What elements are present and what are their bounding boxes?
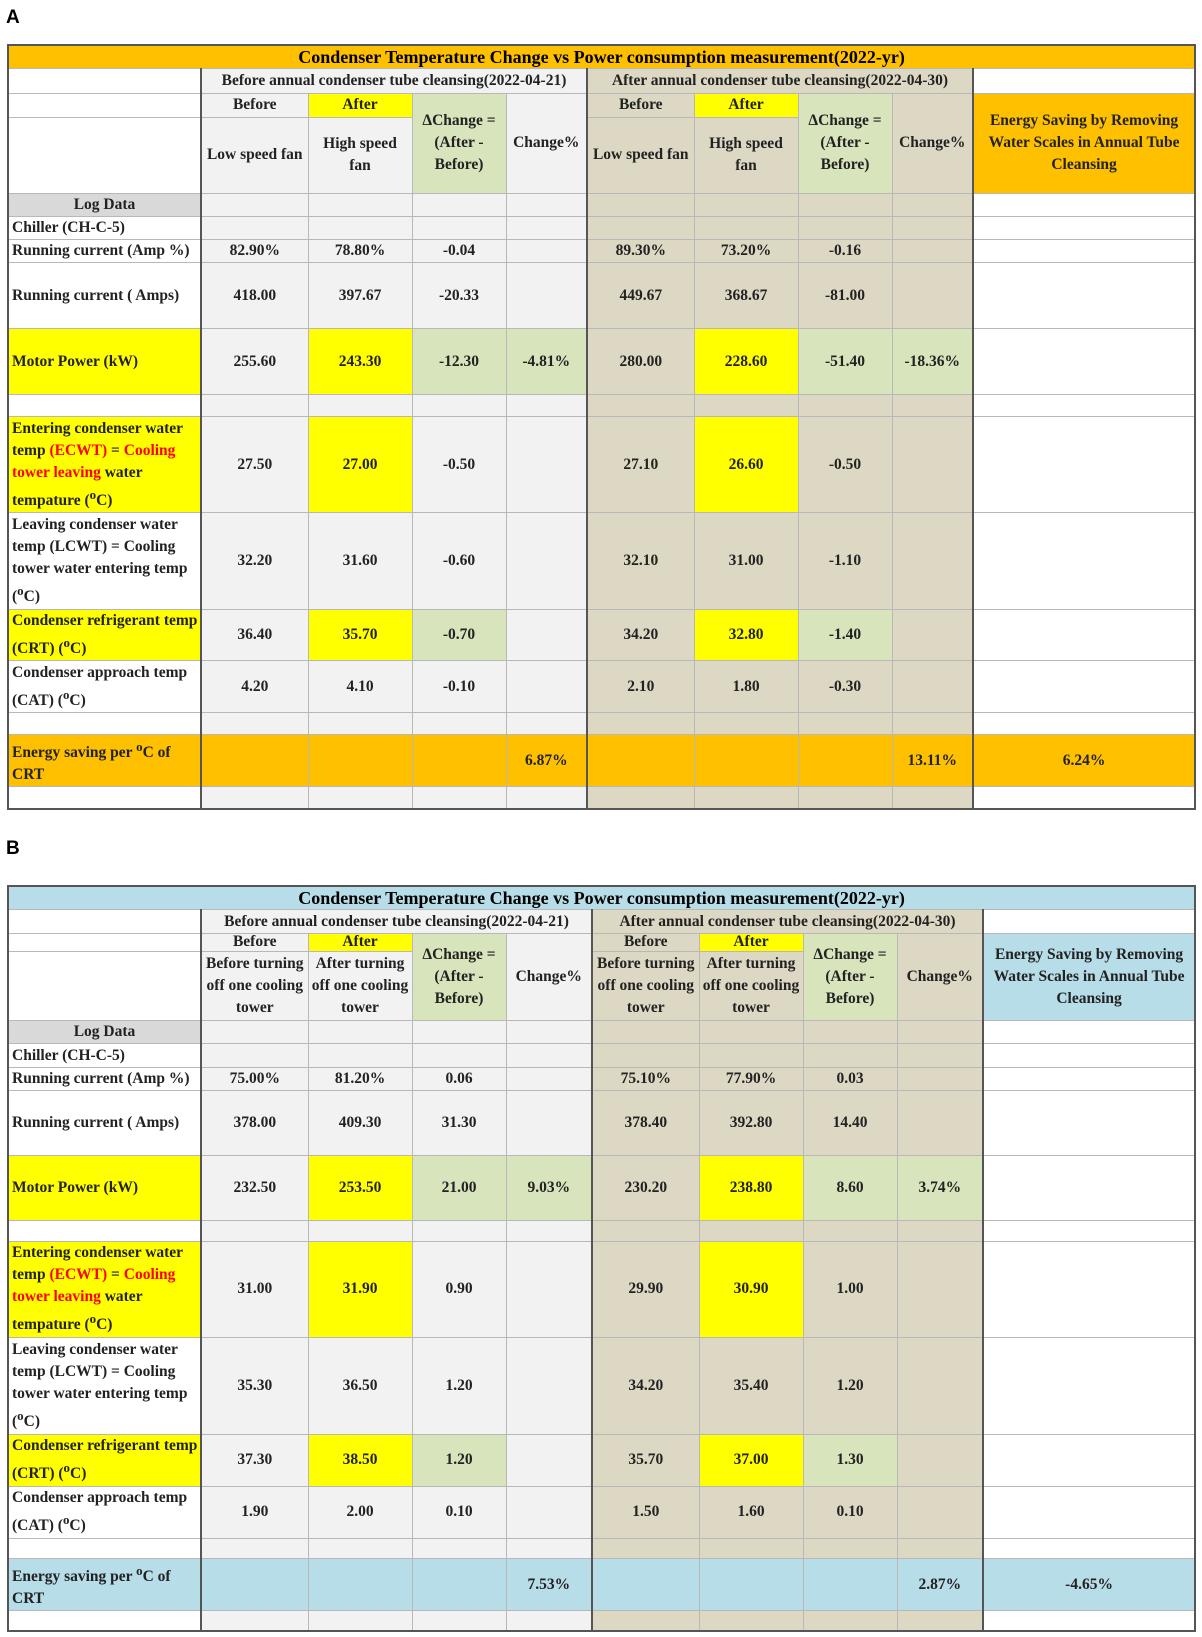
cell-value: 27.50 xyxy=(201,417,308,513)
cell-value: 1.30 xyxy=(803,1434,897,1486)
row-label-saving: Energy saving per $^o$C of CRT xyxy=(8,735,201,787)
cell-value: 230.20 xyxy=(592,1156,699,1221)
empty-cell xyxy=(8,910,201,933)
cell-value: 29.90 xyxy=(592,1241,699,1338)
cell-value: 1.60 xyxy=(699,1486,803,1538)
chiller-label: Chiller (CH-C-5) xyxy=(8,216,201,239)
cell-value: 2.87% xyxy=(897,1559,983,1611)
cell-value: 32.80 xyxy=(694,609,798,661)
cell-value: 35.70 xyxy=(592,1434,699,1486)
cell-value: 36.40 xyxy=(201,609,308,661)
cell-value: 82.90% xyxy=(201,240,308,263)
cell-value: -4.81% xyxy=(506,329,587,395)
row-label-ecwt: Entering condenser water temp (ECWT) = Cooling tower leaving water tempature ($^o$C) xyxy=(8,1241,201,1338)
table-panel-a xyxy=(7,44,1196,810)
cell-value: -1.40 xyxy=(798,609,892,661)
change-pct-header: Change% xyxy=(506,933,592,1020)
cell-value: 253.50 xyxy=(308,1156,412,1221)
cell-value: 368.67 xyxy=(694,263,798,329)
condition-after: After turning off one cooling tower xyxy=(308,952,412,1021)
cell-value: 1.20 xyxy=(412,1434,506,1486)
cell-value: 37.00 xyxy=(699,1434,803,1486)
after-group-header: After annual condenser tube cleansing(2022-04-30) xyxy=(587,69,973,93)
cell-value: 228.60 xyxy=(694,329,798,395)
cell-value: 31.00 xyxy=(694,513,798,609)
row-label-crt: Condenser refrigerant temp (CRT) ($^o$C) xyxy=(8,609,201,661)
cell-value: 418.00 xyxy=(201,263,308,329)
cell-value: 26.60 xyxy=(694,417,798,513)
cell-value: 32.10 xyxy=(587,513,694,609)
empty-cell xyxy=(8,93,201,117)
row-label-saving: Energy saving per $^o$C of CRT xyxy=(8,1559,201,1611)
empty-cell xyxy=(8,952,201,1021)
cell-value: 13.11% xyxy=(892,735,973,787)
cell-value: 2.00 xyxy=(308,1486,412,1538)
cell-value: 32.20 xyxy=(201,513,308,609)
delta-header: ΔChange = (After - Before) xyxy=(412,933,506,1020)
condition-before: Before turning off one cooling tower xyxy=(592,952,699,1021)
cell-value: 36.50 xyxy=(308,1338,412,1435)
cell-value: 14.40 xyxy=(803,1091,897,1156)
sub-before-header: Before xyxy=(201,933,308,951)
cell-value: -0.70 xyxy=(412,609,506,661)
log-data-label: Log Data xyxy=(8,1021,201,1044)
before-group-header: Before annual condenser tube cleansing(2022-04-21) xyxy=(201,69,587,93)
cell-value: 3.74% xyxy=(897,1156,983,1221)
empty-cell xyxy=(983,910,1195,933)
change-pct-header: Change% xyxy=(897,933,983,1020)
cell-value: 397.67 xyxy=(308,263,412,329)
cell-value: 9.03% xyxy=(506,1156,592,1221)
cell-value: -51.40 xyxy=(798,329,892,395)
cell-value: 0.90 xyxy=(412,1241,506,1338)
cell-value: 449.67 xyxy=(587,263,694,329)
cell-value: 378.40 xyxy=(592,1091,699,1156)
delta-header: ΔChange = (After - Before) xyxy=(412,93,506,193)
cell-value: 21.00 xyxy=(412,1156,506,1221)
cell-value: 77.90% xyxy=(699,1067,803,1090)
cell-value: 255.60 xyxy=(201,329,308,395)
change-pct-header: Change% xyxy=(506,93,587,193)
empty-cell xyxy=(8,933,201,951)
cell-value: 30.90 xyxy=(699,1241,803,1338)
table-panel-b xyxy=(7,885,1196,1632)
cell-value: 27.00 xyxy=(308,417,412,513)
cell-value: 31.30 xyxy=(412,1091,506,1156)
cell-value: 73.20% xyxy=(694,240,798,263)
condition-after: High speed fan xyxy=(694,117,798,193)
cell-value: 38.50 xyxy=(308,1434,412,1486)
condition-before: Low speed fan xyxy=(587,117,694,193)
cell-value: -0.04 xyxy=(412,240,506,263)
row-label-lcwt: Leaving condenser water temp (LCWT) = Cooling tower water entering temp ($^o$C) xyxy=(8,513,201,609)
cell-value: -0.30 xyxy=(798,661,892,713)
cell-value: 35.70 xyxy=(308,609,412,661)
energy-saving-header: Energy Saving by Removing Water Scales in Annual Tube Cleansing xyxy=(973,93,1195,193)
sub-before-header: Before xyxy=(201,93,308,117)
condition-after: High speed fan xyxy=(308,117,412,193)
cell-value: 31.60 xyxy=(308,513,412,609)
cell-value: 0.10 xyxy=(803,1486,897,1538)
row-label: Motor Power (kW) xyxy=(8,1156,201,1221)
chiller-label: Chiller (CH-C-5) xyxy=(8,1044,201,1067)
energy-saving-header: Energy Saving by Removing Water Scales in Annual Tube Cleansing xyxy=(983,933,1195,1020)
delta-header: ΔChange = (After - Before) xyxy=(798,93,892,193)
cell-value: 35.30 xyxy=(201,1338,308,1435)
cell-value: 4.20 xyxy=(201,661,308,713)
row-label-ecwt: Entering condenser water temp (ECWT) = Cooling tower leaving water tempature ($^o$C) xyxy=(8,417,201,513)
change-pct-header: Change% xyxy=(892,93,973,193)
cell-value: 1.50 xyxy=(592,1486,699,1538)
cell-value: -81.00 xyxy=(798,263,892,329)
sub-before-header: Before xyxy=(592,933,699,951)
cell-value: -4.65% xyxy=(983,1559,1195,1611)
cell-value: 81.20% xyxy=(308,1067,412,1090)
condition-before: Low speed fan xyxy=(201,117,308,193)
before-group-header: Before annual condenser tube cleansing(2022-04-21) xyxy=(201,910,592,933)
cell-value: 35.40 xyxy=(699,1338,803,1435)
sub-after-header: After xyxy=(308,93,412,117)
cell-value: 238.80 xyxy=(699,1156,803,1221)
cell-value: -0.50 xyxy=(412,417,506,513)
cell-value: 31.90 xyxy=(308,1241,412,1338)
cell-value: -18.36% xyxy=(892,329,973,395)
cell-value: 0.06 xyxy=(412,1067,506,1090)
row-label: Motor Power (kW) xyxy=(8,329,201,395)
sub-after-header: After xyxy=(699,933,803,951)
table-title: Condenser Temperature Change vs Power consumption measurement(2022-yr) xyxy=(8,45,1195,69)
cell-value: 2.10 xyxy=(587,661,694,713)
cell-value: 1.80 xyxy=(694,661,798,713)
cell-value: 1.20 xyxy=(803,1338,897,1435)
cell-value: -0.50 xyxy=(798,417,892,513)
cell-value: -1.10 xyxy=(798,513,892,609)
row-label: Running current (Amp %) xyxy=(8,1067,201,1090)
cell-value: 6.24% xyxy=(973,735,1195,787)
sub-after-header: After xyxy=(694,93,798,117)
cell-value: 243.30 xyxy=(308,329,412,395)
row-label: Running current ( Amps) xyxy=(8,1091,201,1156)
cell-value: 0.10 xyxy=(412,1486,506,1538)
cell-value: 8.60 xyxy=(803,1156,897,1221)
panel-label-b: B xyxy=(6,838,20,859)
cell-value: 1.20 xyxy=(412,1338,506,1435)
log-data-label: Log Data xyxy=(8,193,201,216)
cell-value: 1.90 xyxy=(201,1486,308,1538)
cell-value: 78.80% xyxy=(308,240,412,263)
cell-value: -20.33 xyxy=(412,263,506,329)
sub-after-header: After xyxy=(308,933,412,951)
empty-cell xyxy=(8,117,201,193)
cell-value: 409.30 xyxy=(308,1091,412,1156)
cell-value: 378.00 xyxy=(201,1091,308,1156)
row-label-lcwt: Leaving condenser water temp (LCWT) = Cooling tower water entering temp ($^o$C) xyxy=(8,1338,201,1435)
row-label: Running current ( Amps) xyxy=(8,263,201,329)
cell-value: 34.20 xyxy=(592,1338,699,1435)
cell-value: 34.20 xyxy=(587,609,694,661)
cell-value: -0.16 xyxy=(798,240,892,263)
delta-header: ΔChange = (After - Before) xyxy=(803,933,897,1020)
cell-value: 232.50 xyxy=(201,1156,308,1221)
cell-value: 89.30% xyxy=(587,240,694,263)
cell-value: 31.00 xyxy=(201,1241,308,1338)
row-label-cat: Condenser approach temp (CAT) ($^o$C) xyxy=(8,661,201,713)
cell-value: 37.30 xyxy=(201,1434,308,1486)
cell-value: 6.87% xyxy=(506,735,587,787)
after-group-header: After annual condenser tube cleansing(2022-04-30) xyxy=(592,910,983,933)
row-label: Running current (Amp %) xyxy=(8,240,201,263)
cell-value: -0.60 xyxy=(412,513,506,609)
cell-value: 392.80 xyxy=(699,1091,803,1156)
cell-value: 0.03 xyxy=(803,1067,897,1090)
cell-value: -0.10 xyxy=(412,661,506,713)
cell-value: 75.10% xyxy=(592,1067,699,1090)
row-label-cat: Condenser approach temp (CAT) ($^o$C) xyxy=(8,1486,201,1538)
condition-before: Before turning off one cooling tower xyxy=(201,952,308,1021)
row-label-crt: Condenser refrigerant temp (CRT) ($^o$C) xyxy=(8,1434,201,1486)
cell-value: 27.10 xyxy=(587,417,694,513)
cell-value: 1.00 xyxy=(803,1241,897,1338)
condition-after: After turning off one cooling tower xyxy=(699,952,803,1021)
cell-value: 75.00% xyxy=(201,1067,308,1090)
panel-label-a: A xyxy=(6,7,20,28)
cell-value: -12.30 xyxy=(412,329,506,395)
cell-value: 7.53% xyxy=(506,1559,592,1611)
table-title: Condenser Temperature Change vs Power consumption measurement(2022-yr) xyxy=(8,886,1195,910)
cell-value: 280.00 xyxy=(587,329,694,395)
sub-before-header: Before xyxy=(587,93,694,117)
empty-cell xyxy=(8,69,201,93)
cell-value: 4.10 xyxy=(308,661,412,713)
empty-cell xyxy=(973,69,1195,93)
